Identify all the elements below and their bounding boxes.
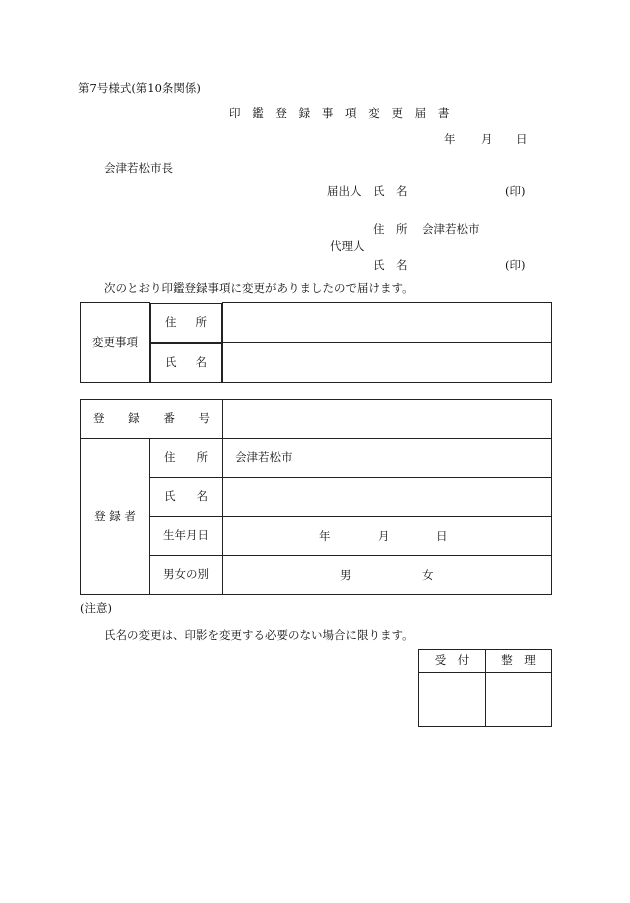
applicant-label: 届出人: [327, 184, 362, 198]
document-title: 印 鑑 登 録 事 項 変 更 届 書: [229, 106, 454, 120]
form-number: 第7号様式(第10条関係): [78, 81, 201, 95]
registrant-sex-field[interactable]: [223, 556, 552, 595]
addressee: 会津若松市長: [104, 161, 173, 175]
reg-number-char2: 録: [128, 411, 140, 426]
processing-label: 整 理: [486, 650, 552, 673]
reg-number-char1: 登: [93, 411, 105, 426]
change-name-label-char2: 名: [195, 354, 207, 369]
agent-address-value: 会津若松市: [422, 222, 480, 236]
change-address-label-char2: 所: [195, 314, 207, 329]
change-address-label: [150, 303, 222, 343]
registrant-name-field[interactable]: [223, 478, 552, 517]
agent-seal-mark: (印): [505, 258, 526, 272]
registrant-name-char1: 氏: [164, 489, 176, 504]
date-month-label: 月: [481, 132, 493, 146]
birth-year-label: 年: [319, 529, 331, 543]
registrant-group-label: 登 録 者: [81, 439, 150, 595]
applicant-seal-mark: (印): [505, 184, 526, 198]
change-address-label-char1: 住: [165, 314, 177, 329]
reg-number-char4: 号: [198, 411, 210, 426]
sex-male-option[interactable]: 男: [340, 568, 352, 582]
birth-day-label: 日: [436, 529, 448, 543]
registrant-address-field[interactable]: 会津若松市: [223, 439, 552, 478]
birth-month-label: 月: [378, 529, 390, 543]
receipt-stamp-area[interactable]: [419, 673, 486, 727]
registrant-address-char1: 住: [164, 450, 176, 465]
change-name-label: [150, 343, 222, 383]
date-day-label: 日: [516, 132, 528, 146]
agent-address-label: 住 所: [373, 222, 408, 236]
registrant-name-label: [150, 478, 223, 517]
sex-female-option[interactable]: 女: [422, 568, 434, 582]
change-address-field[interactable]: [223, 303, 552, 343]
registrant-birth-field[interactable]: [223, 517, 552, 556]
agent-label: 代理人: [330, 239, 365, 253]
statement: 次のとおり印鑑登録事項に変更がありましたので届けます。: [104, 281, 414, 295]
reg-number-field[interactable]: [223, 400, 552, 439]
notes-text: 氏名の変更は、印影を変更する必要のない場合に限ります。: [104, 628, 414, 642]
date-year-label: 年: [444, 132, 456, 146]
change-name-field[interactable]: [223, 343, 552, 383]
agent-name-label: 氏 名: [373, 258, 408, 272]
office-use-box: [418, 649, 552, 727]
change-name-label-char1: 氏: [165, 354, 177, 369]
registrant-name-char2: 名: [196, 489, 208, 504]
reg-number-label: [81, 400, 223, 439]
change-table: [80, 302, 552, 383]
reg-number-char3: 番: [163, 411, 175, 426]
receipt-label: 受 付: [419, 650, 486, 673]
registrant-table: [80, 399, 552, 595]
registrant-birth-label: 生年月日: [150, 517, 223, 556]
notes-heading: (注意): [80, 601, 112, 615]
processing-stamp-area[interactable]: [486, 673, 552, 727]
change-group-label: 変更事項: [81, 303, 150, 383]
registrant-address-char2: 所: [196, 450, 208, 465]
registrant-sex-label: 男女の別: [150, 556, 223, 595]
registrant-address-label: [150, 439, 223, 478]
applicant-name-label: 氏 名: [373, 184, 408, 198]
